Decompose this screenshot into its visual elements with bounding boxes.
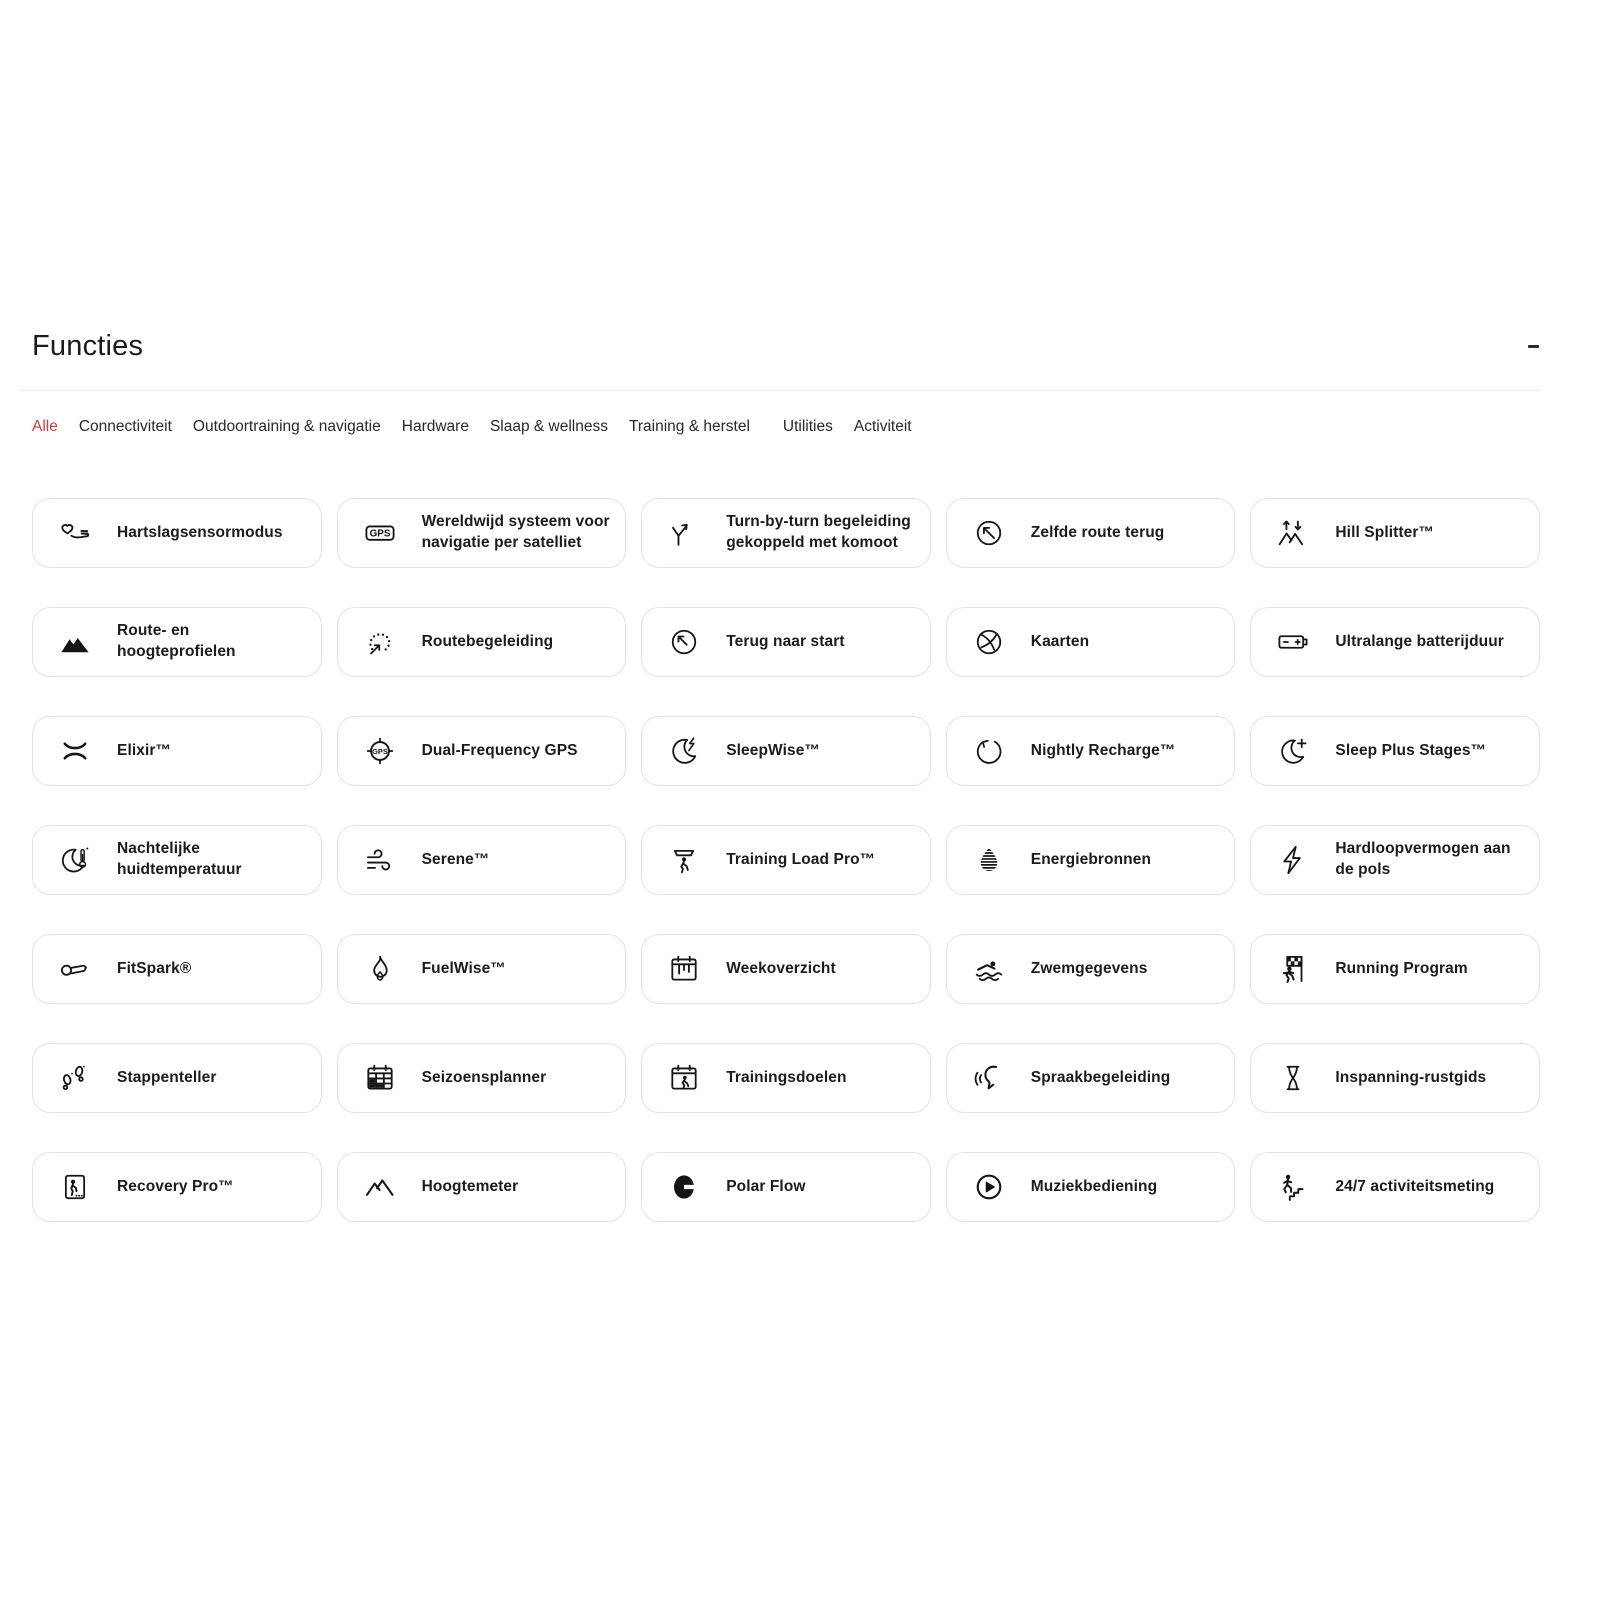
feature-card[interactable]: [32, 825, 322, 895]
feature-label: Stappenteller: [117, 1068, 217, 1086]
breath-swirls-icon: [359, 843, 401, 877]
back-to-start-icon: [663, 625, 705, 659]
feature-card[interactable]: [641, 716, 931, 786]
feature-label: Hoogtemeter: [421, 1177, 519, 1195]
feature-label: Zwemgegevens: [1030, 959, 1148, 977]
swimmer-icon: [968, 952, 1010, 986]
tab-slaap-wellness[interactable]: Slaap & wellness: [489, 418, 608, 435]
gps-badge-icon: [359, 516, 401, 550]
svg-text:GPS: GPS: [371, 746, 388, 756]
barbell-person-icon: [663, 843, 705, 877]
feature-label: Nachtelijke huidtemperatuur: [117, 840, 242, 878]
flame-icon: [359, 952, 401, 986]
feature-label: Seizoensplanner: [421, 1068, 547, 1086]
feature-label: Dual-Frequency GPS: [421, 741, 578, 759]
play-circle-icon: [968, 1170, 1010, 1204]
feature-card[interactable]: [337, 1043, 627, 1113]
feature-label: Routebegeleiding: [421, 632, 554, 650]
feature-label: Hardloopvermogen aan de pols: [1335, 840, 1511, 878]
striped-droplet-icon: [968, 843, 1010, 877]
feature-card[interactable]: [946, 825, 1236, 895]
header-divider: [20, 390, 1540, 391]
walking-frame-icon: [54, 1170, 96, 1204]
feature-label: FuelWise™: [421, 959, 506, 977]
turn-by-turn-icon: [663, 516, 705, 550]
tab-connectiviteit[interactable]: Connectiviteit: [78, 418, 172, 435]
globe-icon: [968, 625, 1010, 659]
feature-card[interactable]: [337, 825, 627, 895]
feature-card[interactable]: [946, 1152, 1236, 1222]
feature-card[interactable]: [1250, 607, 1540, 677]
altimeter-peaks-icon: [359, 1170, 401, 1204]
feature-label: Recovery Pro™: [117, 1177, 234, 1195]
tab-hardware[interactable]: Hardware: [401, 418, 469, 435]
feature-label: Training Load Pro™: [726, 850, 876, 868]
feature-card[interactable]: [1250, 934, 1540, 1004]
tab-activiteit[interactable]: Activiteit: [853, 418, 912, 435]
hill-splitter-icon: [1272, 516, 1314, 550]
feature-card[interactable]: [641, 607, 931, 677]
feature-label: Route- en hoogteprofielen: [117, 622, 236, 660]
section-header: [32, 330, 1540, 363]
svg-text:GPS: GPS: [369, 528, 391, 540]
moon-plus-icon: [1272, 734, 1314, 768]
feature-label: FitSpark®: [117, 959, 192, 977]
feature-label: Hill Splitter™: [1335, 523, 1435, 541]
feature-card[interactable]: [1250, 1043, 1540, 1113]
mountains-icon: [54, 625, 96, 659]
tab-utilities[interactable]: Utilities: [782, 418, 833, 435]
feature-label: SleepWise™: [726, 741, 821, 759]
collapse-accordion-button[interactable]: [1526, 339, 1540, 355]
voice-face-icon: [968, 1061, 1010, 1095]
calendar-grid-icon: [359, 1061, 401, 1095]
stairs-person-icon: [1272, 1170, 1314, 1204]
feature-card[interactable]: [946, 1043, 1236, 1113]
feature-card[interactable]: [1250, 716, 1540, 786]
feature-card[interactable]: [337, 716, 627, 786]
feature-label: Terug naar start: [726, 632, 845, 650]
feature-label: Elixir™: [117, 741, 172, 759]
feature-card[interactable]: [641, 825, 931, 895]
tab-outdoortraining-navigatie[interactable]: Outdoortraining & navigatie: [192, 418, 381, 435]
feature-card[interactable]: [337, 498, 627, 568]
feature-label: Inspanning-rustgids: [1335, 1068, 1487, 1086]
feature-card[interactable]: [337, 934, 627, 1004]
feature-card[interactable]: [337, 607, 627, 677]
feature-card[interactable]: [32, 1152, 322, 1222]
calendar-chart-icon: [663, 952, 705, 986]
feature-label: Nightly Recharge™: [1030, 741, 1176, 759]
feature-card[interactable]: [946, 607, 1236, 677]
lightning-bolt-icon: [1272, 843, 1314, 877]
features-grid: [32, 498, 1540, 1222]
dual-gps-icon: [359, 734, 401, 768]
feature-label: Spraakbegeleiding: [1030, 1068, 1171, 1086]
tab-training-herstel[interactable]: Training & herstel: [629, 418, 750, 435]
feature-label: Ultralange batterijduur: [1335, 632, 1504, 650]
feature-card[interactable]: [1250, 825, 1540, 895]
page-title: Functies: [32, 330, 144, 362]
feature-label: Turn-by-turn begeleiding gekoppeld met komoot: [726, 513, 911, 551]
battery-icon: [1272, 625, 1314, 659]
feature-card[interactable]: [32, 1043, 322, 1113]
feature-card[interactable]: [641, 498, 931, 568]
feature-label: Muziekbediening: [1030, 1177, 1158, 1195]
refresh-arrow-icon: [968, 734, 1010, 768]
calendar-runner-icon: [663, 1061, 705, 1095]
feature-label: Energiebronnen: [1030, 850, 1152, 868]
feature-card[interactable]: [1250, 498, 1540, 568]
route-guidance-icon: [359, 625, 401, 659]
feature-card[interactable]: [641, 1043, 931, 1113]
tab-alle[interactable]: Alle: [32, 418, 58, 435]
feature-card[interactable]: [32, 716, 322, 786]
feature-label: Zelfde route terug: [1030, 523, 1165, 541]
feature-label: Kaarten: [1030, 632, 1090, 650]
feature-card[interactable]: [946, 716, 1236, 786]
moon-bolt-icon: [663, 734, 705, 768]
polar-logo-icon: [663, 1170, 705, 1204]
filter-tabs: [32, 418, 1540, 436]
feature-card[interactable]: [32, 934, 322, 1004]
feature-label: Serene™: [421, 850, 490, 868]
feature-card[interactable]: [32, 498, 322, 568]
feature-label: Polar Flow: [726, 1177, 806, 1195]
feature-label: Trainingsdoelen: [726, 1068, 847, 1086]
feature-card[interactable]: [1250, 1152, 1540, 1222]
feature-label: Wereldwijd systeem voor navigatie per satelliet: [421, 513, 610, 551]
runner-flag-icon: [1272, 952, 1314, 986]
moon-thermometer-icon: [54, 843, 96, 877]
feature-label: Weekoverzicht: [726, 959, 836, 977]
feature-label: Running Program: [1335, 959, 1468, 977]
elixir-icon: [54, 734, 96, 768]
feature-card[interactable]: [337, 1152, 627, 1222]
feature-card[interactable]: [641, 1152, 931, 1222]
minus-icon: [1528, 345, 1539, 348]
heart-hand-icon: [54, 516, 96, 550]
feature-card[interactable]: [32, 607, 322, 677]
feature-label: Hartslagsensormodus: [117, 523, 283, 541]
feature-card[interactable]: [946, 498, 1236, 568]
route-back-icon: [968, 516, 1010, 550]
feature-label: 24/7 activiteitsmeting: [1335, 1177, 1495, 1195]
feature-card[interactable]: [641, 934, 931, 1004]
footprints-icon: [54, 1061, 96, 1095]
hourglass-icon: [1272, 1061, 1314, 1095]
feature-label: Sleep Plus Stages™: [1335, 741, 1487, 759]
whistle-icon: [54, 952, 96, 986]
feature-card[interactable]: [946, 934, 1236, 1004]
